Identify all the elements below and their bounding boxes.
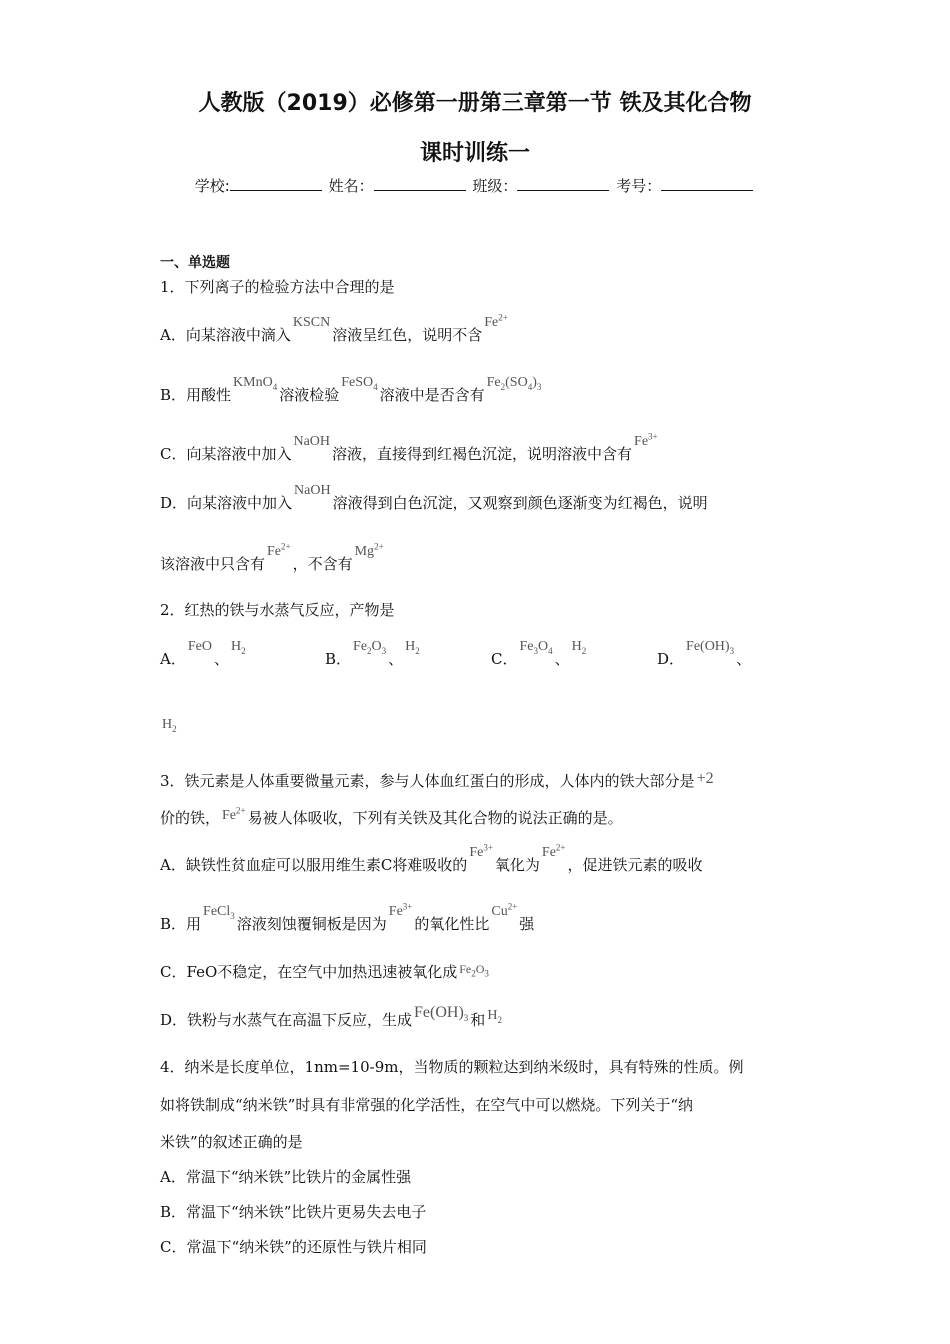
formula: $Fe^{3+}$ xyxy=(388,901,413,919)
q1-option-d-cont: 该溶液中只含有$Fe^{2+}$，不含有$Mg^{2+}$ xyxy=(160,541,384,573)
student-info-row xyxy=(0,175,950,196)
class-blank[interactable] xyxy=(517,176,609,191)
formula: $H_2$ xyxy=(571,639,587,656)
q3-option-b: B．用FeCl$_3$ 溶液刻蚀覆铜板是因为$Fe^{3+}$的氧化性比$Cu^{2+}$强 xyxy=(160,901,535,933)
q3-option-c: C．FeO不稳定，在空气中加热迅速被氧化成 $^{Fe_2O_3}$ xyxy=(160,962,489,981)
school-label: 学校: xyxy=(194,177,230,195)
q4-option-a: A．常温下“纳米铁”比铁片的金属性强 xyxy=(160,1168,412,1186)
formula: Fe2O3 xyxy=(459,962,489,979)
formula: $Cu^{2+}$ xyxy=(491,901,518,919)
formula: KSCN xyxy=(292,315,331,330)
q2-option-a: A．FeO、$H_2$ xyxy=(160,639,246,668)
class-label: 班级： xyxy=(472,177,518,195)
formula: $Fe^{3+}$ xyxy=(634,431,658,449)
worksheet-title: 人教版（2019）必修第一册第三章第一节 铁及其化合物 xyxy=(198,91,752,116)
formula: KMnO$_4$ xyxy=(233,375,278,392)
q2-option-b: B．$Fe_2O_3$ 、$H_2$ xyxy=(325,639,420,668)
formula: NaOH xyxy=(294,483,331,498)
formula: $Fe^{2+}$ xyxy=(267,541,291,559)
formula: $H_2$ xyxy=(162,717,177,734)
formula: FeSO$_4$ xyxy=(341,375,378,392)
formula: $H_2$ xyxy=(405,639,420,656)
formula: NaOH xyxy=(293,434,331,449)
q2-option-d-cont xyxy=(160,718,179,738)
exam-number-label: 考号： xyxy=(616,177,662,195)
worksheet-subtitle: 课时训练一 xyxy=(419,141,530,166)
q2-option-d: D．$Fe(OH)_3$ 、 xyxy=(657,639,752,668)
formula: $Fe^{2+}$ xyxy=(541,842,566,860)
school-blank[interactable] xyxy=(230,176,322,191)
q4-stem-line2: 如将铁制成“纳米铁”时具有非常强的化学活性，在空气中可以燃烧。下列关于“纳 xyxy=(160,1096,694,1114)
q3-stem-line1: 3．铁元素是人体重要微量元素，参与人体血红蛋白的形成，人体内的铁大部分是 +2 xyxy=(160,770,714,790)
q4-option-c: C．常温下“纳米铁”的还原性与铁片相同 xyxy=(160,1238,427,1256)
formula: $Fe(OH)_3$ xyxy=(414,1004,469,1024)
formula: FeO xyxy=(187,639,212,654)
q1-option-b: B．用酸性KMnO$_4$ 溶液检验FeSO$_4$ 溶液中是否含有$Fe_2(SO_4)_3$ xyxy=(160,375,542,404)
formula: $Fe_2O_3$ xyxy=(353,639,387,656)
formula: $Fe^{2+}$ xyxy=(484,312,508,330)
formula: $Fe_2(SO_4)_3$ xyxy=(486,375,542,392)
formula: $Fe(OH)_3$ xyxy=(686,639,735,656)
q1-stem: 1．下列离子的检验方法中合理的是 xyxy=(160,278,395,296)
q4-stem-line3: 米铁”的叙述正确的是 xyxy=(160,1133,303,1151)
q3-option-a: A．缺铁性贫血症可以服用维生素C将难吸收的$Fe^{3+}$氧化为$Fe^{2+}$，促进铁元素的吸收 xyxy=(160,842,703,874)
formula: $Fe^{2+}$ xyxy=(222,805,246,823)
formula: $H_2$ xyxy=(487,1008,502,1025)
q4-option-b: B．常温下“纳米铁”比铁片更易失去电子 xyxy=(160,1203,427,1221)
formula: $Fe^{3+}$ xyxy=(469,842,493,860)
q2-option-c: C．$Fe_3O_4$ 、$H_2$ xyxy=(491,639,587,668)
formula: +2 xyxy=(696,770,714,787)
q1-option-a: A．向某溶液中滴入KSCN溶液呈红色，说明不含$Fe^{2+}$ xyxy=(160,312,508,344)
q1-option-d: D．向某溶液中加入NaOH溶液得到白色沉淀，又观察到颜色逐渐变为红褐色，说明 xyxy=(160,483,708,512)
name-label: 姓名： xyxy=(328,177,374,195)
formula: $Mg^{2+}$ xyxy=(354,541,384,559)
formula: FeCl$_3$ xyxy=(203,904,235,921)
q1-option-c: C．向某溶液中加入NaOH溶液，直接得到红褐色沉淀，说明溶液中含有$Fe^{3+}$ xyxy=(160,431,658,463)
q3-option-d: D．铁粉与水蒸气在高温下反应，生成 $Fe(OH)_3$ 和 $H_2$ xyxy=(160,1004,502,1029)
name-blank[interactable] xyxy=(374,176,466,191)
formula: $Fe_3O_4$ xyxy=(519,639,553,656)
exam-number-blank[interactable] xyxy=(661,176,753,191)
q4-stem-line1: 4．纳米是长度单位，1nm=10-9m，当物质的颗粒达到纳米级时，具有特殊的性质。例 xyxy=(160,1058,744,1076)
q2-stem: 2．红热的铁与水蒸气反应，产物是 xyxy=(160,601,395,619)
section-heading: 一、单选题 xyxy=(160,255,230,271)
q3-stem-line2: 价的铁， $Fe^{2+}$ 易被人体吸收，下列有关铁及其化合物的说法正确的是。 xyxy=(160,805,623,827)
formula: $H_2$ xyxy=(230,639,246,656)
